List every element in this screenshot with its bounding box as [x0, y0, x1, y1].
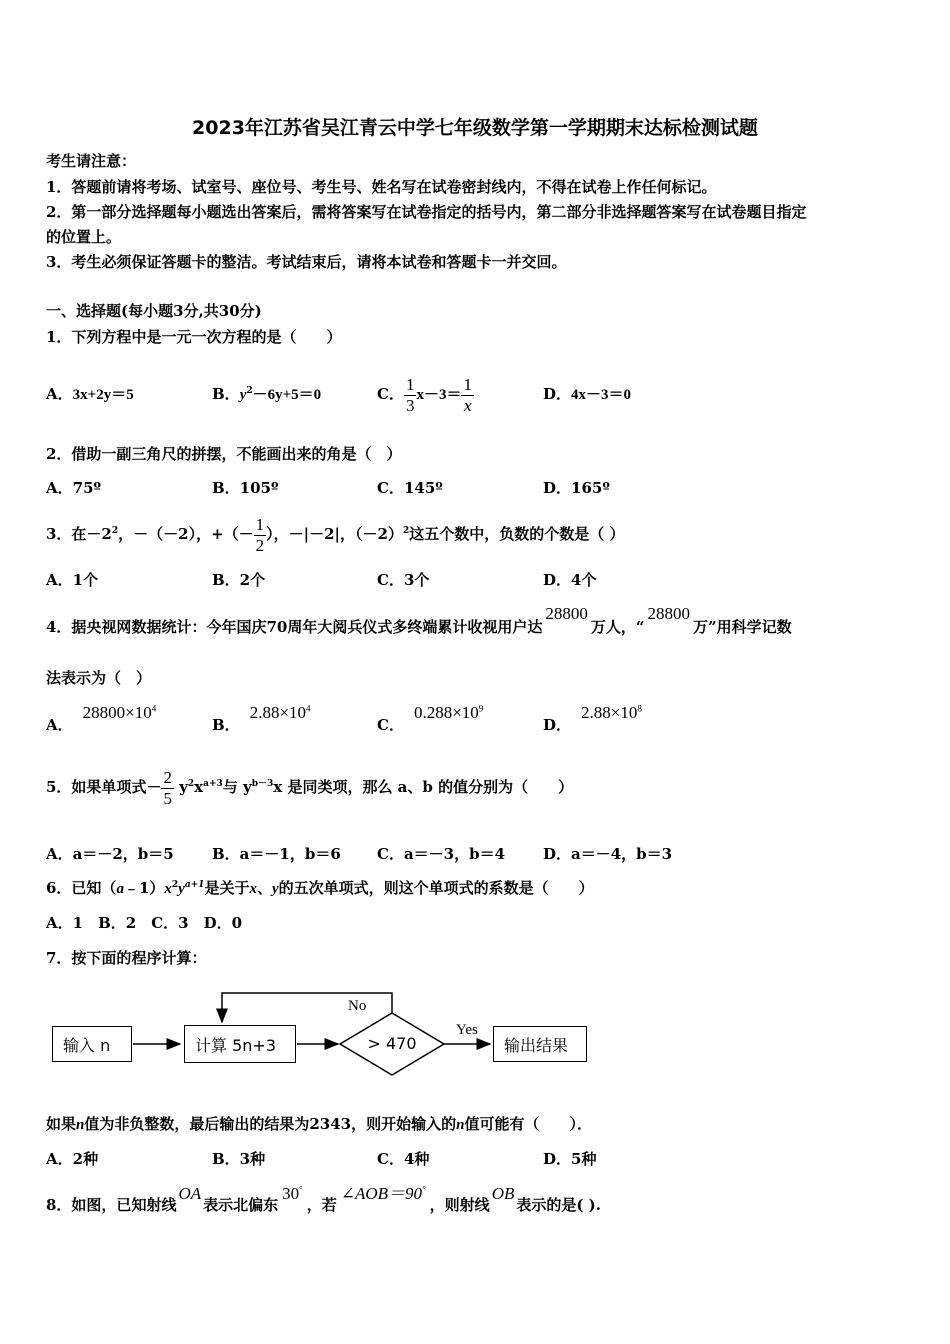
- q6-s2: ﹣1）: [123, 879, 165, 897]
- q7-n1: n: [76, 1117, 85, 1133]
- q5-t2-sup: a+3: [203, 779, 223, 789]
- q6-s5: 的五次单项式，则这个单项式的系数是（ ）: [278, 879, 594, 897]
- q5-s3: x 是同类项，那么 a、b 的值分别为（ ）: [273, 778, 574, 796]
- q3-s3: ），－|－2|，（－2）: [266, 525, 403, 543]
- q6-s1: 6．已知（: [46, 879, 117, 897]
- q3-frac-den: 2: [255, 535, 265, 555]
- flow-compute-box: 计算 5n+3: [184, 1025, 296, 1063]
- q8-angle-val: ∠AOB＝90: [340, 1184, 423, 1203]
- q7-s1: 如果: [46, 1115, 77, 1133]
- q4-stem-line2: 法表示为（ ）: [46, 669, 152, 687]
- notice-item-3: 3．考生必须保证答题卡的整洁。考试结束后，请将本试卷和答题卡一并交回。: [46, 253, 567, 271]
- q5-frac-num: 2: [163, 767, 172, 787]
- q7-s2: 值为非负整数，最后输出的结果为2343，则开始输入的: [84, 1115, 457, 1133]
- notice-heading: 考生请注意：: [46, 152, 137, 170]
- q4-a-exp: 4: [151, 703, 157, 714]
- q6-x-sup: 2: [171, 880, 179, 890]
- q4-s1: 4．据央视网数据统计：今年国庆70周年大阅兵仪式多终端累计收视用户达: [46, 618, 543, 636]
- q3-s1-sup: 2: [111, 526, 119, 536]
- q8-s1: 8．如图，已知射线: [46, 1196, 177, 1214]
- q6-x: x: [164, 881, 172, 897]
- q1-c-label: C．: [377, 385, 404, 403]
- q2-option-b: B．105º: [212, 479, 279, 497]
- q6-options: A．1 B．2 C．3 D．0: [46, 914, 243, 932]
- q1-c-den1: 3: [405, 395, 415, 415]
- q5-t2: x: [194, 778, 204, 796]
- q3-s1: 3．在－2: [46, 525, 112, 543]
- q7-n2: n: [456, 1117, 465, 1133]
- flow-yes-label: Yes: [456, 1022, 478, 1038]
- q8-s5: 表示的是( ).: [516, 1196, 601, 1214]
- q3-option-a: A．1个: [46, 571, 99, 589]
- q4-s3: 万”用科学记数: [692, 618, 792, 636]
- q1-a-label: A．: [46, 385, 73, 403]
- q3-option-b: B．2个: [212, 571, 266, 589]
- q3-s2: ，－（－2），+（－: [118, 525, 254, 543]
- q6-y2: y: [271, 881, 279, 897]
- q1-b-sup: 2: [246, 386, 253, 396]
- q3-s4: 这五个数中，负数的个数是（ ）: [409, 525, 625, 543]
- q5-option-d: D．a＝－4，b＝3: [543, 845, 673, 863]
- q1-c-num1: 1: [405, 374, 415, 394]
- q2-option-a: A．75º: [46, 479, 102, 497]
- q5-s1: 5．如果单项式－: [46, 778, 162, 796]
- q4-s2: 万人，“: [590, 618, 645, 636]
- q8-s4: ，则射线: [429, 1196, 490, 1214]
- q4-c-base: 0.288×10: [413, 703, 479, 722]
- notice-item-2: 2．第一部分选择题每小题选出答案后，需将答案写在试卷指定的括号内，第二部分非选择题答案写在试卷题目指定: [46, 203, 807, 221]
- q8-ob: OB: [491, 1184, 515, 1203]
- q5-frac-den: 5: [163, 788, 172, 808]
- q2-stem: 2．借助一副三角尺的拼摆，不能画出来的角是（ ）: [46, 445, 402, 463]
- q3-option-d: D．4个: [543, 571, 597, 589]
- notice-item-1: 1．答题前请将考场、试室号、座位号、考生号、姓名写在试卷密封线内，不得在试卷上作任何标记。: [46, 178, 717, 196]
- flow-input-box: 输入 n: [52, 1026, 132, 1062]
- q7-option-c: C．4种: [377, 1150, 430, 1168]
- q1-stem: 1．下列方程中是一元一次方程的是（ ）: [46, 328, 342, 346]
- q2-option-c: C．145º: [377, 479, 443, 497]
- flow-output-box: 输出结果: [493, 1026, 587, 1062]
- q1-c-mid: x－3＝: [416, 387, 462, 403]
- q4-b-base: 2.88×10: [249, 703, 307, 722]
- q1-b-label: B．: [212, 385, 240, 403]
- q1-b-post: －6y+5＝0: [252, 387, 322, 403]
- q5-option-c: C．a＝－3，b＝4: [377, 845, 506, 863]
- q5-option-a: A．a＝－2，b＝5: [46, 845, 174, 863]
- q7-option-a: A．2种: [46, 1150, 99, 1168]
- section-heading: 一、选择题(每小题3分,共30分): [46, 302, 262, 320]
- q5-t1-sup: 2: [187, 779, 195, 789]
- q1-d-label: D．: [543, 385, 572, 403]
- q8-deg-sup: °: [299, 1184, 303, 1195]
- q1-b-pre: y: [239, 387, 247, 403]
- q8-s2: 表示北偏东: [203, 1196, 279, 1214]
- arrow-no-loop: [222, 993, 392, 1022]
- flow-no-label: No: [348, 998, 367, 1014]
- q3-frac-num: 1: [255, 514, 265, 534]
- q4-c-label: C．: [377, 716, 404, 734]
- q6-s3: 是关于: [204, 879, 250, 897]
- q7-option-d: D．5种: [543, 1150, 597, 1168]
- q7-stem: 7．按下面的程序计算：: [46, 949, 207, 967]
- q4-b-label: B．: [212, 716, 240, 734]
- flow-condition-label: > 470: [367, 1034, 417, 1053]
- q1-c-den2: x: [461, 395, 474, 416]
- q5-t1: y: [179, 778, 188, 796]
- q6-y: y: [178, 881, 185, 897]
- q8-stem: [46, 1184, 601, 1214]
- q4-n2: 28800: [647, 604, 690, 623]
- notice-item-2-cont: 的位置上。: [46, 228, 122, 246]
- q5-s2: 与 y: [222, 778, 252, 796]
- q7-option-b: B．3种: [212, 1150, 266, 1168]
- q6-x2: x: [249, 881, 257, 897]
- q1-d-expr: 4x－3＝0: [571, 387, 632, 403]
- q6-a: a: [116, 881, 124, 897]
- q4-n1: 28800: [545, 604, 588, 623]
- q4-a-label: A．: [46, 716, 73, 734]
- q3-s3-sup: 2: [402, 526, 410, 536]
- q7-s3: 值可能有（ ）．: [464, 1115, 592, 1133]
- q8-oa: OA: [178, 1184, 202, 1203]
- q8-angle-sup: °: [422, 1184, 426, 1195]
- q8-s3: ，若: [306, 1196, 337, 1214]
- q6-y-sup: a+1: [184, 880, 205, 890]
- q8-angle: [341, 1184, 426, 1203]
- q4-a-base: 28800×10: [82, 703, 152, 722]
- q2-option-d: D．165º: [543, 479, 610, 497]
- q4-d-base: 2.88×10: [581, 703, 638, 722]
- q1-c-num2: 1: [463, 374, 472, 394]
- q4-b-exp: 4: [306, 703, 311, 714]
- q4-c-exp: 9: [478, 703, 484, 714]
- page-title: 2023年江苏省吴江青云中学七年级数学第一学期期末达标检测试题: [192, 117, 758, 139]
- q5-option-b: B．a＝－1，b＝6: [212, 845, 341, 863]
- q4-d-exp: 8: [637, 703, 642, 714]
- q6-s4: 、: [256, 879, 272, 897]
- q4-d-label: D．: [543, 716, 572, 734]
- q7-question: [46, 1115, 592, 1134]
- q3-option-c: C．3个: [377, 571, 430, 589]
- q5-s2-sup: b－3: [251, 779, 274, 789]
- q1-a-expr: 3x+2y＝5: [72, 387, 134, 403]
- q8-deg-val: 30: [282, 1184, 300, 1203]
- q8-deg: [282, 1184, 303, 1203]
